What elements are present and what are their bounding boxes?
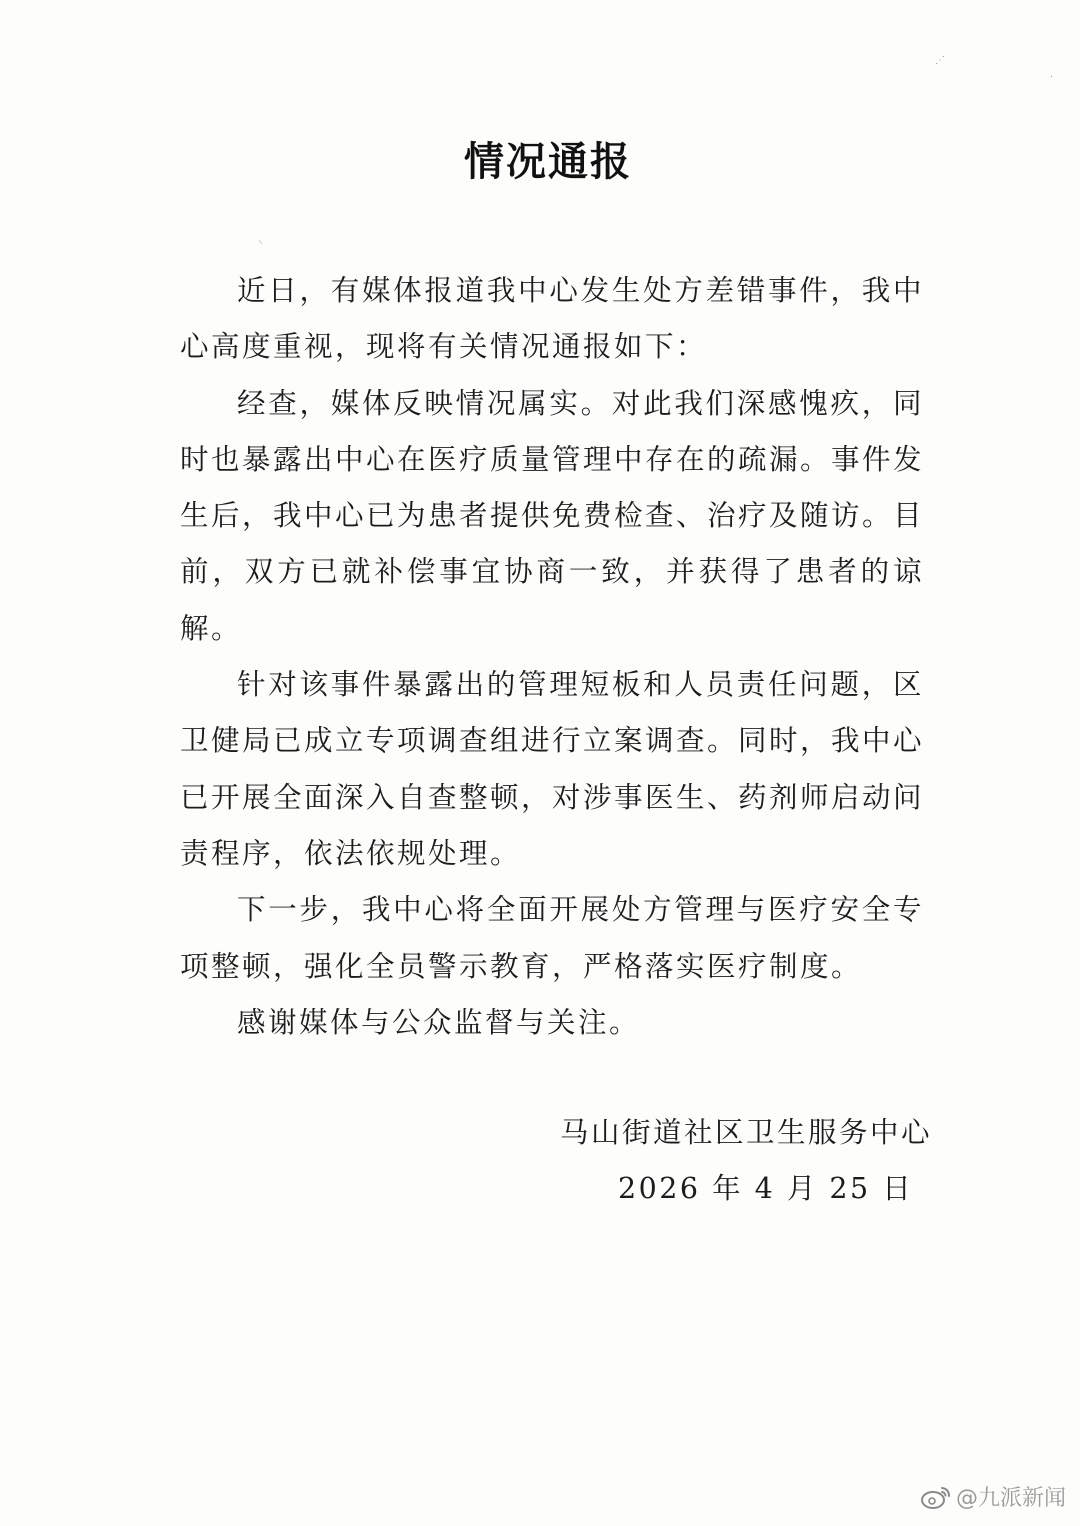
signature-block	[560, 1105, 933, 1217]
watermark-text: @九派新闻	[955, 1486, 1066, 1511]
signature-date: 2026 年 4 月 25 日	[618, 1172, 914, 1205]
paragraph-intro: 近日，有媒体报道我中心发生处方差错事件，我中心高度重视，现将有关情况通报如下：	[180, 274, 924, 364]
watermark	[920, 1481, 1066, 1512]
scan-speck: ·	[1050, 72, 1054, 83]
scan-speck: ⸜	[258, 235, 263, 246]
signature-organization: 马山街道社区卫生服务中心	[560, 1116, 933, 1149]
paragraph-thanks: 感谢媒体与公众监督与关注。	[237, 1005, 641, 1039]
scan-speck: ⋰	[935, 55, 945, 66]
document-body	[180, 263, 924, 1051]
weibo-icon	[920, 1484, 952, 1510]
paragraph-investigation: 针对该事件暴露出的管理短板和人员责任问题，区卫健局已成立专项调查组进行立案调查。同时，我中心已开展全面深入自查整顿，对涉事医生、药剂师启动问责程序，依法依规处理。	[180, 668, 925, 870]
document-title: 情况通报	[464, 139, 632, 185]
paragraph-findings: 经查，媒体反映情况属实。对此我们深感愧疚，同时也暴露出中心在医疗质量管理中存在的疏漏。事件发生后，我中心已为患者提供免费检查、治疗及随访。目前，双方已就补偿事宜协商一致，并获得了患者的谅解。	[180, 386, 925, 645]
paragraph-next-steps: 下一步，我中心将全面开展处方管理与医疗安全专项整顿，强化全员警示教育，严格落实医疗制度。	[180, 893, 924, 983]
